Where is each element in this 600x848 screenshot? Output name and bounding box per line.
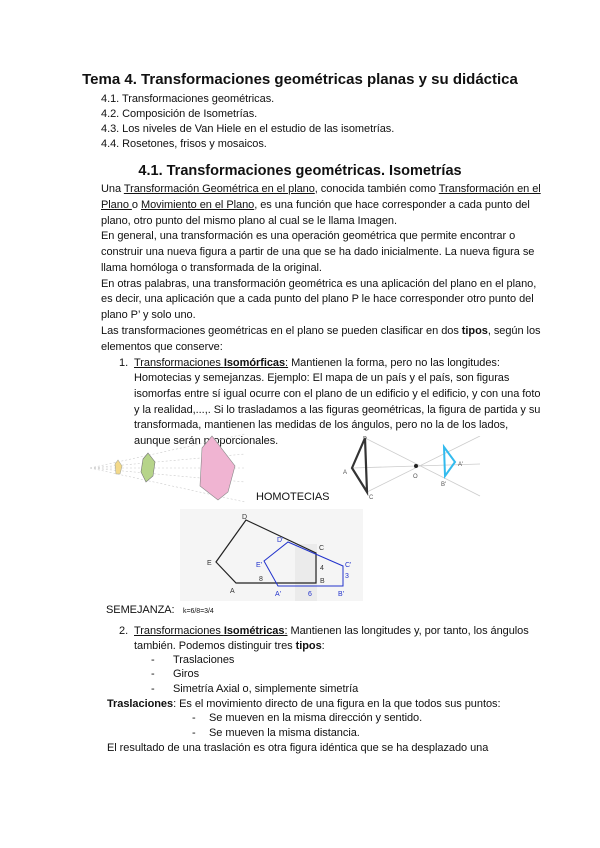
text: o bbox=[131, 199, 141, 211]
bullet: - bbox=[192, 727, 196, 739]
large-polygon bbox=[200, 436, 235, 500]
point-label: E' bbox=[256, 562, 263, 569]
bullet: - bbox=[151, 683, 155, 695]
text: Mantienen la forma, pero no las longitudes: bbox=[288, 357, 500, 369]
side-label: 8 bbox=[259, 576, 263, 583]
paragraph-line: En otras palabras, una transformación geométrica es una aplicación del plano en el plano, bbox=[101, 278, 537, 290]
paragraph-line bbox=[101, 198, 530, 212]
paragraph-line: plano, otro punto del mismo plano al cual se le llama Imagen. bbox=[101, 215, 397, 227]
paragraph-line: El resultado de una traslación es otra figura idéntica que se ha desplazado una bbox=[107, 742, 489, 754]
point-label: A' bbox=[458, 462, 464, 468]
text: : bbox=[284, 625, 288, 637]
bold-term: tipos bbox=[295, 640, 322, 652]
bold-term: Traslaciones bbox=[107, 698, 174, 710]
center-point bbox=[414, 464, 418, 468]
toc-item: 4.3. Los niveles de Van Hiele en el estudio de las isometrías. bbox=[101, 123, 395, 135]
semejanza-figure bbox=[180, 509, 363, 601]
text: , conocida también como bbox=[314, 183, 439, 195]
homotecia-triangles-figure bbox=[335, 436, 495, 504]
text: : Es el movimiento directo de una figura en la que todos sus puntos: bbox=[173, 698, 501, 710]
list-item-line: Homotecias y semejanzas. Ejemplo: El mapa de un país y el país, son figuras bbox=[134, 372, 510, 384]
text: Una bbox=[101, 183, 124, 195]
list-number: 2. bbox=[119, 625, 129, 637]
point-label: B bbox=[363, 436, 368, 441]
paragraph-line: es decir, una aplicación que a cada punto del plano P le hace corresponder otro punto del bbox=[101, 293, 534, 305]
homotecias-caption: HOMOTECIAS bbox=[256, 491, 330, 503]
section-title: 4.1. Transformaciones geométricas. Isometrías bbox=[138, 163, 462, 179]
document-title: Tema 4. Transformaciones geométricas planas y su didáctica bbox=[82, 71, 518, 88]
toc-item: 4.1. Transformaciones geométricas. bbox=[101, 93, 275, 105]
point-label: O bbox=[413, 474, 418, 480]
point-label: C' bbox=[345, 562, 352, 569]
list-item-line: isomorfas entre sí igual ocurre con el plano de un edificio y el edificio, y con una foto bbox=[134, 388, 541, 400]
list-item-line bbox=[134, 356, 500, 370]
text: Las transformaciones geométricas en el plano se pueden clasificar en dos bbox=[101, 325, 462, 337]
paragraph-line: elementos que conserve: bbox=[101, 341, 223, 353]
paragraph-line: En general, una transformación es una operación geométrica que permite encontrar o bbox=[101, 230, 516, 242]
term-underlined: Movimiento en el Plano bbox=[140, 199, 255, 211]
bold-term: Isométricas bbox=[223, 625, 285, 637]
point-label: A bbox=[343, 470, 348, 476]
list-item-line bbox=[134, 639, 325, 653]
text: , según los bbox=[487, 325, 541, 337]
semejanza-ratio: k=6/8=3/4 bbox=[183, 608, 214, 615]
paragraph-line bbox=[101, 324, 540, 338]
text: , es una función que hace corresponder a cada punto del bbox=[254, 199, 530, 211]
text: : bbox=[285, 357, 289, 369]
point-label: C bbox=[319, 545, 325, 552]
point-label: B' bbox=[441, 482, 447, 488]
list-item-line bbox=[134, 624, 529, 638]
point-label: D bbox=[242, 514, 248, 521]
bold-term: tipos bbox=[461, 325, 488, 337]
paragraph-line: llama homóloga o transformada de la original. bbox=[101, 262, 322, 274]
text: Transformaciones bbox=[134, 625, 224, 637]
type-item: Traslaciones bbox=[173, 654, 235, 666]
point-label: D' bbox=[277, 537, 284, 544]
text: : bbox=[321, 640, 325, 652]
bullet: - bbox=[192, 712, 196, 724]
term-underlined: Plano bbox=[101, 199, 132, 211]
original-triangle bbox=[352, 438, 367, 492]
paragraph-line bbox=[101, 182, 541, 196]
text: también. Podemos distinguir tres bbox=[134, 640, 296, 652]
list-item-line: y la realidad,...,. Si lo trasladamos a las figuras geométricas, la figura de partida y su bbox=[134, 404, 541, 416]
paragraph-line bbox=[107, 697, 500, 711]
list-number: 1. bbox=[119, 357, 129, 369]
point-label: B' bbox=[338, 591, 345, 598]
side-label: 4 bbox=[320, 565, 324, 572]
point-label: C bbox=[369, 495, 374, 501]
paragraph-line: construir una nueva figura a partir de una que se ha dado inicialmente. La nueva figura se bbox=[101, 246, 535, 258]
term-underlined: Transformación Geométrica en el plano bbox=[123, 183, 315, 195]
text: Transformaciones bbox=[134, 357, 224, 369]
side-label: 3 bbox=[345, 573, 349, 580]
point-label: A' bbox=[275, 591, 282, 598]
side-label: 6 bbox=[308, 591, 312, 598]
semejanza-caption: SEMEJANZA: bbox=[106, 604, 175, 616]
type-item: Simetría Axial o, simplemente simetría bbox=[173, 683, 359, 695]
bullet-item: Se mueven la misma distancia. bbox=[209, 727, 360, 739]
toc-item: 4.2. Composición de Isometrías. bbox=[101, 108, 258, 120]
point-label: E bbox=[207, 560, 212, 567]
medium-polygon bbox=[141, 453, 155, 482]
paragraph-line: plano P’ y solo uno. bbox=[101, 309, 196, 321]
list-item-line: aunque serán proporcionales. bbox=[134, 435, 279, 447]
bullet-item: Se mueven en la misma dirección y sentido. bbox=[209, 712, 423, 724]
term-underlined: Transformación en el bbox=[438, 183, 541, 195]
point-label: A bbox=[230, 588, 235, 595]
toc-item: 4.4. Rosetones, frisos y mosaicos. bbox=[101, 138, 267, 150]
point-label: B bbox=[320, 578, 325, 585]
small-polygon bbox=[115, 460, 122, 474]
list-item-line: transformada, mantienen las medidas de los ángulos, pero no la de los lados, bbox=[134, 419, 509, 431]
type-item: Giros bbox=[173, 668, 200, 680]
bullet: - bbox=[151, 654, 155, 666]
bullet: - bbox=[151, 668, 155, 680]
homotecia-polygons-figure bbox=[90, 432, 250, 504]
text: Mantienen las longitudes y, por tanto, los ángulos bbox=[287, 625, 529, 637]
bold-term: Isomórficas bbox=[223, 357, 286, 369]
